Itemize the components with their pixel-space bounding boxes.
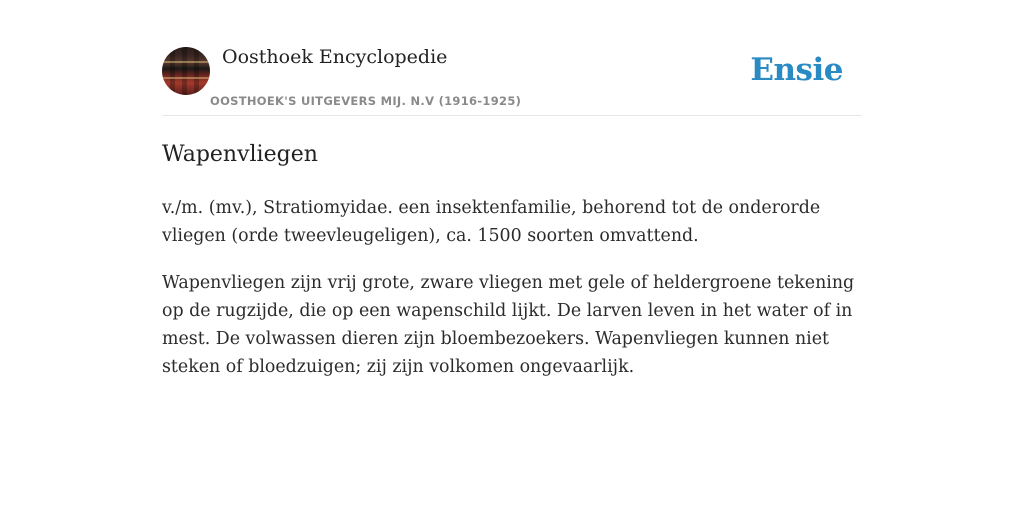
publisher-label: OOSTHOEK'S UITGEVERS MIJ. N.V (1916-1925) (210, 94, 522, 108)
article (162, 136, 866, 400)
ensie-logo[interactable]: Ensie (750, 52, 843, 88)
article-paragraph: Wapenvliegen zijn vrij grote, zware vliegen met gele of heldergroene tekening op de rugzijde, die op een wapenschild lijkt. De larven leven in het water of in mest. De volwassen dieren zijn bloembezoekers. Wapenvliegen kunnen niet steken of bloedzuigen; zij zijn volkomen ongevaarlijk. (162, 273, 855, 377)
book-spine (170, 47, 175, 95)
article-title: Wapenvliegen (162, 142, 318, 167)
header (162, 40, 862, 116)
book-spine (194, 47, 199, 95)
article-paragraph: v./m. (mv.), Stratiomyidae. een insektenfamilie, behorend tot de onderorde vliegen (orde tweevleugeligen), ca. 1500 soorten omvattend. (162, 198, 821, 246)
book-spine (182, 47, 187, 95)
site-title-link[interactable]: Oosthoek Encyclopedie (222, 46, 448, 68)
book-band (162, 61, 210, 63)
book-band (162, 77, 210, 79)
encyclopedia-books-avatar[interactable] (162, 47, 210, 95)
